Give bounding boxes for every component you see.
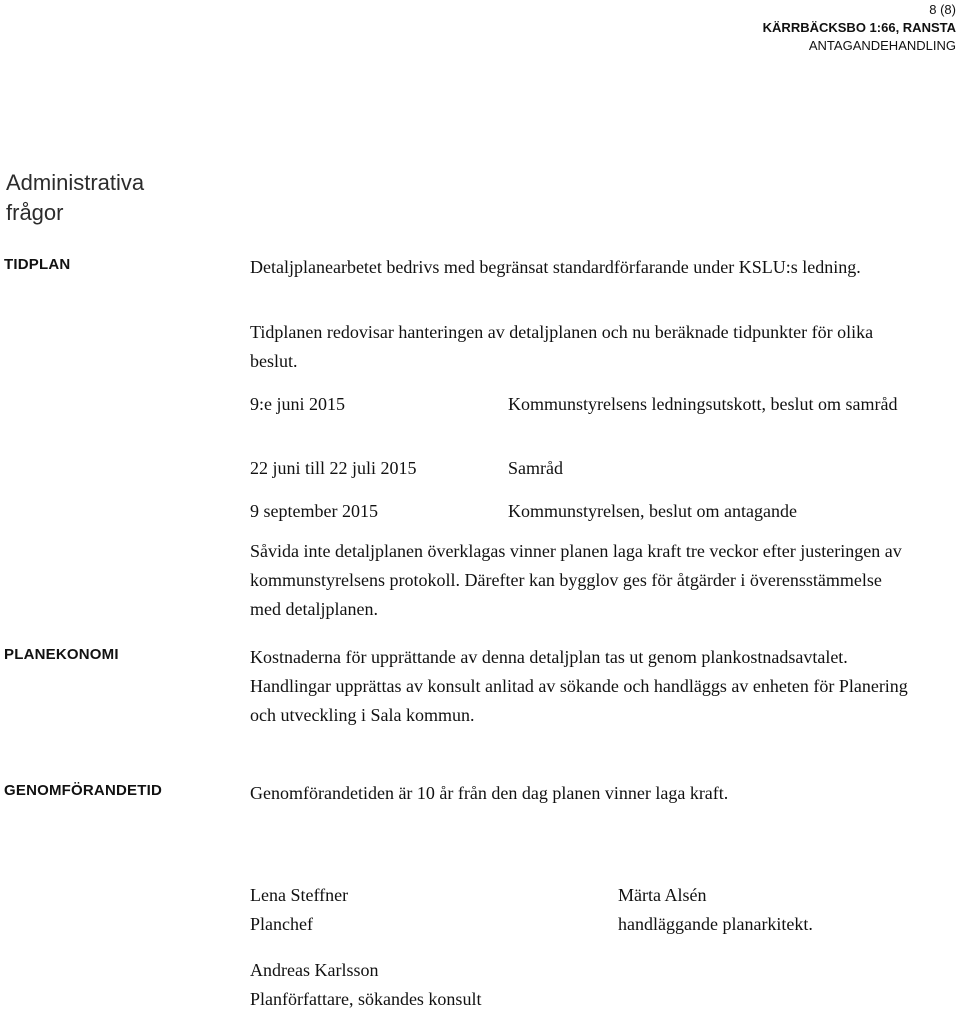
page-header <box>763 1 956 55</box>
schedule-event-2: Samråd <box>508 458 563 478</box>
genomforandetid-text: Genomförandetiden är 10 år från den dag planen vinner laga kraft. <box>250 783 729 803</box>
schedule-event-3: Kommunstyrelsen, beslut om antagande <box>508 501 797 521</box>
signature-block-2 <box>618 881 813 939</box>
document-status: ANTAGANDEHANDLING <box>808 38 956 53</box>
signature-title-1: Planchef <box>250 914 313 934</box>
signature-block-1 <box>250 881 348 939</box>
section-title-line2: frågor <box>6 200 64 225</box>
schedule-date-3: 9 september 2015 <box>250 501 378 521</box>
tidplan-label: TIDPLAN <box>4 256 71 273</box>
property-designation: KÄRRBÄCKSBO 1:66, RANSTA <box>762 20 956 35</box>
schedule-date-2: 22 juni till 22 juli 2015 <box>250 458 417 478</box>
tidplan-paragraph-1: Detaljplanearbetet bedrivs med begränsat standardförfarande under KSLU:s ledning. <box>250 257 861 277</box>
signature-block-3 <box>250 956 481 1014</box>
signature-name-2: Märta Alsén <box>618 885 707 905</box>
signature-title-2: handläggande planarkitekt. <box>618 914 813 934</box>
tidplan-paragraph-3: Såvida inte detaljplanen överklagas vinner planen laga kraft tre veckor efter justeringen av kommunstyrelsens protokoll. Därefter kan bygglov ges för åtgärder i överensstämmelse med detaljplanen. <box>250 541 902 619</box>
signature-name-1: Lena Steffner <box>250 885 349 905</box>
page-number: 8 (8) <box>929 2 956 17</box>
planekonomi-label: PLANEKONOMI <box>4 646 119 663</box>
section-title <box>6 168 206 228</box>
genomforandetid-label: GENOMFÖRANDETID <box>4 782 162 799</box>
signature-name-3: Andreas Karlsson <box>250 960 379 980</box>
signature-title-3: Planförfattare, sökandes konsult <box>250 989 482 1009</box>
schedule-date-1: 9:e juni 2015 <box>250 394 345 414</box>
planekonomi-text: Kostnaderna för upprättande av denna detaljplan tas ut genom plankostnadsavtalet. Handlingar upprättas av konsult anlitad av sökande och handläggs av enheten för Planering och utveckling i Sala kommun. <box>250 647 908 725</box>
tidplan-paragraph-2: Tidplanen redovisar hanteringen av detaljplanen och nu beräknade tidpunkter för olika beslut. <box>250 322 874 371</box>
section-title-line1: Administrativa <box>6 170 145 195</box>
schedule-event-1: Kommunstyrelsens ledningsutskott, beslut om samråd <box>508 394 898 414</box>
